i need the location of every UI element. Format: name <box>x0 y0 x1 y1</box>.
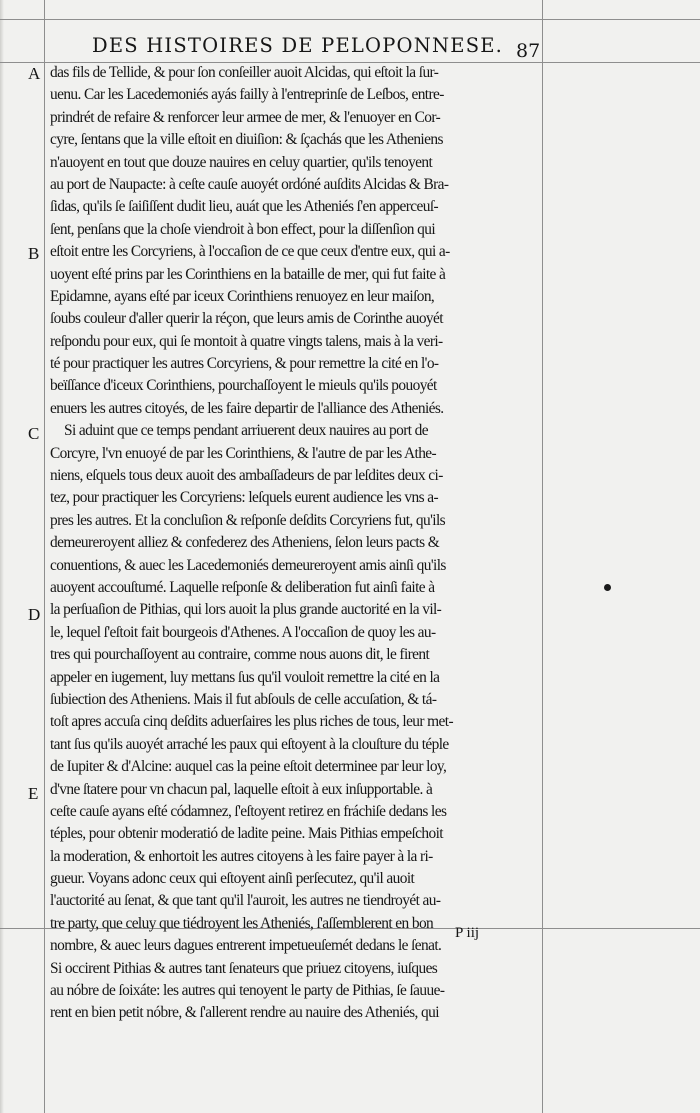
text-line: ſent, penſans que la choſe viendroit à bon effect, pour la diſſenſion qui <box>50 220 436 238</box>
text-line: niens, eſquels tous deux auoit des ambaſſadeurs de par leſdites deux ci- <box>50 467 443 485</box>
ink-speck <box>604 584 611 591</box>
text-line: n'auoyent en tout que douze nauires en celuy quartier, qu'ils tenoyent <box>50 153 433 171</box>
text-line: nombre, & auec leurs dagues entrerent impetueuſemét dedans le ſenat. <box>50 937 442 955</box>
page-edge <box>0 0 4 1113</box>
text-line: beïſſance d'iceux Corinthiens, pourchaſſoyent le mieuls qu'ils pouoyét <box>50 377 437 395</box>
top-border-rule <box>0 19 700 20</box>
text-line: uoyent eſté prins par les Corinthiens en la bataille de mer, qui fut faite à <box>50 265 446 283</box>
margin-marker-b: B <box>28 244 40 263</box>
running-title: DES HISTOIRES DE PELOPONNESE. <box>92 34 504 57</box>
text-line: prindrét de refaire & renforcer leur armee de mer, & l'enuoyer en Cor- <box>50 108 441 126</box>
text-line: demeureroyent alliez & confederez des Atheniens, ſelon leurs pacts & <box>50 534 440 552</box>
text-line: au nóbre de ſoixáte: les autres qui tenoyent le party de Pithias, ſe ſauue- <box>50 982 445 1000</box>
text-line: té pour practiquer les autres Corcyriens, & pour remettre la cité en l'o- <box>50 355 439 373</box>
text-line: ſoubs couleur d'aller querir la réçon, que leurs amis de Corinthe auoyét <box>50 310 443 328</box>
text-line: enuers les autres citoyés, de les faire departir de l'alliance des Atheniés. <box>50 399 444 417</box>
text-line: cyre, ſentans que la ville eſtoit en diuiſion: & ſçachás que les Atheniens <box>50 131 443 149</box>
text-line: Corcyre, l'vn enuoyé de par les Corinthiens, & l'autre de par les Athe- <box>50 444 437 462</box>
text-line: d'vne ſtatere pour vn chacun pal, laquelle eſtoit à eux inſupportable. à <box>50 780 433 798</box>
text-line: pres les autres. Et la concluſion & reſponſe deſdits Corcyriens fut, qu'ils <box>50 511 446 529</box>
text-line: tres qui pourchaſſoyent au contraire, comme nous auons dit, le firent <box>50 646 430 664</box>
text-line: ſubiection des Atheniens. Mais il fut abſouls de celle accuſation, & tá- <box>50 690 437 708</box>
text-line: eſtoit entre les Corcyriens, à l'occaſion de ce que ceux d'entre eux, qui a- <box>50 243 450 261</box>
text-line: das fils de Tellide, & pour ſon conſeiller auoit Alcidas, qui eſtoit la ſur- <box>50 64 439 81</box>
page-number: 87 <box>516 40 541 62</box>
text-line: rent en bien petit nóbre, & ſ'allerent rendre au nauire des Atheniés, qui <box>50 1004 439 1022</box>
text-line: conuentions, & auec les Lacedemoniés demeureroyent amis ainſi qu'ils <box>50 556 446 574</box>
text-line: la perſuaſion de Pithias, qui lors auoit la plus grande auctorité en la vil- <box>50 601 442 619</box>
text-line: gueur. Voyans adonc ceux qui eſtoyent ainſi perſecutez, qu'il auoit <box>50 870 415 888</box>
text-line: le, lequel ſ'eſtoit fait bourgeois d'Athenes. A l'occaſion de quoy les au- <box>50 623 436 641</box>
text-line: tant ſus qu'ils auoyét arraché les paux qui eſtoyent à la clouſture du téple <box>50 735 449 753</box>
text-line: toſt apres accuſa cinq deſdits aduerſaires les plus riches de tous, leur met- <box>50 713 453 731</box>
text-line: appeler en iugement, luy mettans ſus qu'il vouloit remettre la cité en la <box>50 668 440 686</box>
text-line: auoyent accouſtumé. Laquelle reſponſe & deliberation fut ainſi faite à <box>50 578 435 596</box>
margin-marker-e: E <box>28 784 39 803</box>
text-line: uenu. Car les Lacedemoniés ayás failly à l'entreprinſe de Leſbos, entre- <box>50 86 444 104</box>
margin-marker-d: D <box>28 605 41 624</box>
text-line: Epidamne, ayans eſté par iceux Corinthiens renuoyez en leur maiſon, <box>50 287 435 305</box>
body-text <box>50 62 530 1025</box>
text-line: ſidas, qu'ils ſe ſaiſiſſent dudit lieu, auát que les Atheniés ſ'en apperceuſ- <box>50 198 439 216</box>
paragraph-start-line: Si aduint que ce temps pendant arriuerent deux nauires au port de <box>64 422 429 440</box>
text-line: de Iupiter & d'Alcine: auquel cas la peine eſtoit determinee par leur loy, <box>50 758 447 776</box>
signature-mark: P iij <box>455 925 480 941</box>
text-line: l'auctorité au ſenat, & que tant qu'il l'auroit, les autres ne tiendroyét au- <box>50 892 441 910</box>
text-line: ceſte cauſe ayans eſté códamnez, ſ'eſtoyent retirez en fráchiſe dedans les <box>50 802 447 820</box>
text-line: téples, pour obtenir moderatió de ladite peine. Mais Pithias empeſchoit <box>50 825 443 843</box>
text-line: Si occirent Pithias & autres tant ſenateurs que priuez citoyens, iuſques <box>50 959 438 977</box>
text-line: tre party, que celuy que tiédroyent les Atheniés, ſ'aſſemblerent en bon <box>50 914 434 932</box>
right-margin-rule <box>542 0 543 1113</box>
text-line: reſpondu pour eux, qui ſe montoit à quatre vingts talens, mais à la veri- <box>50 332 443 350</box>
left-margin-rule <box>44 0 45 1113</box>
text-line: au port de Naupacte: à ceſte cauſe auoyét ordóné auſdits Alcidas & Bra- <box>50 175 449 193</box>
margin-marker-a: A <box>28 64 41 83</box>
margin-marker-c: C <box>28 424 40 443</box>
text-line: tez, pour practiquer les Corcyriens: leſquels eurent audience les vns a- <box>50 489 439 507</box>
text-line: la moderation, & enhortoit les autres citoyens à les faire payer à la ri- <box>50 847 433 865</box>
